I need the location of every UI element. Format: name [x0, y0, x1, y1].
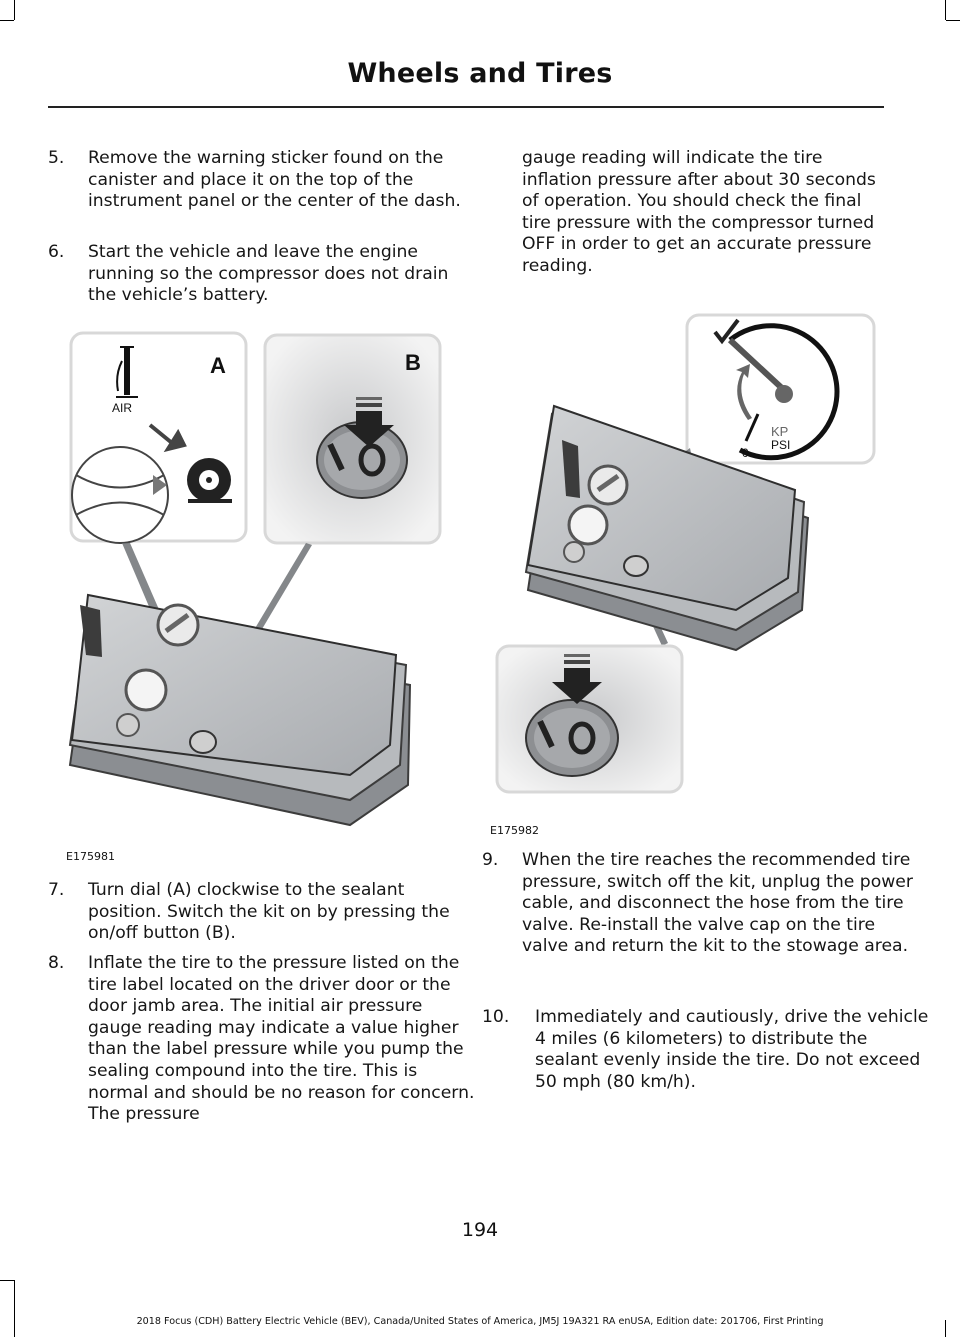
gauge-unit-psi: PSI: [771, 438, 791, 452]
step-number: 5.: [48, 148, 65, 168]
step-number: 10.: [482, 1007, 510, 1027]
crop-mark: [946, 20, 960, 21]
figure-code: E175981: [66, 850, 115, 863]
step-number: 7.: [48, 880, 65, 900]
list-item: [48, 880, 478, 945]
page-number: 194: [461, 1219, 499, 1241]
dial-a-icon: [72, 447, 168, 543]
crop-mark: [0, 20, 14, 21]
air-label: AIR: [112, 401, 133, 415]
pressure-gauge-icon: [126, 670, 166, 710]
page-title: Wheels and Tires: [347, 58, 613, 89]
power-button-icon: [624, 556, 648, 576]
step-text: Remove the warning sticker found on the canister and place it on the top of the instrument panel or the center of the dash.: [88, 148, 461, 212]
crop-mark: [14, 0, 15, 20]
crop-mark: [14, 1280, 15, 1337]
label-a: A: [210, 353, 226, 378]
step-text: When the tire reaches the recommended tire pressure, switch off the kit, unplug the power cable, and disconnect the hose from the tire valve. Re-install the valve cap on the tire valve and return the kit to the stowage area.: [522, 850, 913, 957]
gauge-unit-kp: KP: [771, 424, 789, 439]
crop-mark: [0, 1280, 14, 1281]
power-button-icon: [190, 731, 216, 753]
step-text: Turn dial (A) clockwise to the sealant position. Switch the kit on by pressing the on/off button (B).: [88, 880, 450, 944]
step-number: 8.: [48, 953, 65, 973]
step-text: Start the vehicle and leave the engine running so the compressor does not drain the vehicle’s battery.: [88, 242, 449, 306]
compressor-gauge-figure: [490, 310, 885, 820]
step-number: 9.: [482, 850, 499, 870]
step-text: Immediately and cautiously, drive the vehicle 4 miles (6 kilometers) to distribute the sealant evenly inside the tire. Do not exceed 50 mph (80 km/h).: [535, 1007, 929, 1092]
step-number: 6.: [48, 242, 65, 262]
continued-paragraph: gauge reading will indicate the tire inflation pressure after about 30 seconds of operation. You should check the final tire pressure with the compressor turned OFF in order to get an accurate pressure reading.: [522, 148, 876, 276]
step-text: Inflate the tire to the pressure listed on the tire label located on the driver door or the door jamb area. The initial air pressure gauge reading may indicate a value higher than the label pressure while you pump the sealing compound into the tire. This is normal and should be no reason for concern. The pressure: [88, 953, 475, 1125]
header-divider: [48, 106, 884, 108]
compressor-figure-a-b: [60, 325, 450, 845]
list-item: [48, 242, 478, 307]
tire-inflator-kit: [70, 595, 410, 825]
gauge-zero: 0: [742, 446, 749, 460]
crop-mark: [945, 0, 946, 20]
list-item: [482, 850, 922, 958]
list-item: [48, 148, 478, 213]
label-b: B: [405, 350, 421, 375]
list-item: [482, 1007, 932, 1093]
list-item: [48, 953, 478, 1126]
figure-code: E175982: [490, 824, 539, 837]
footer-edition-info: 2018 Focus (CDH) Battery Electric Vehicle (BEV), Canada/United States of America, JM5J 19A321 RA enUSA, Edition date: 201706, First Printing: [136, 1316, 824, 1327]
